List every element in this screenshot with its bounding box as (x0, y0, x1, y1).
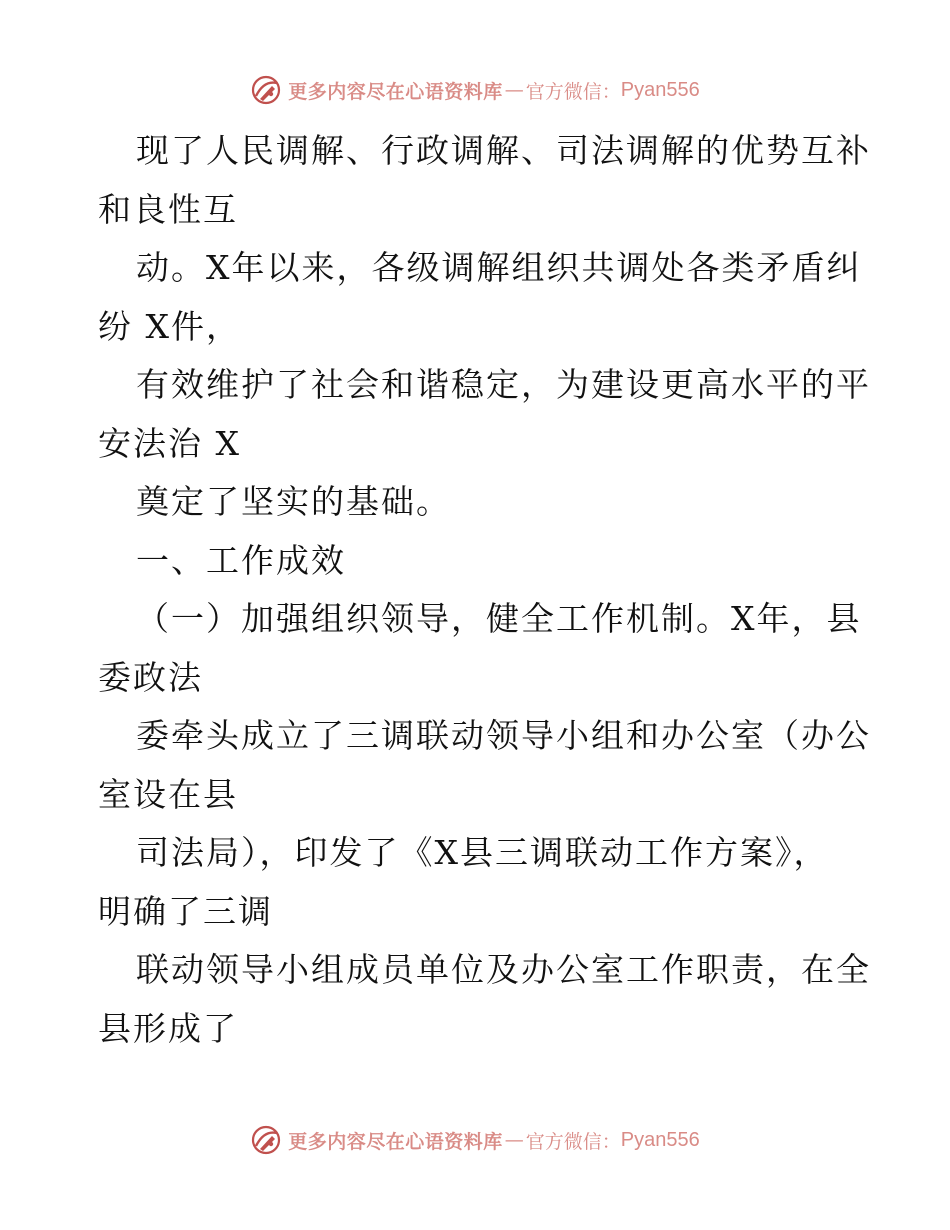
text-line: 明确了三调 (98, 891, 273, 931)
text-line: 安法治 X (98, 423, 241, 463)
banner-wechat-label: 官方微信： (525, 1130, 621, 1153)
text-line: 动。X年以来，各级调解组织共调处各类矛盾纠 (136, 248, 862, 287)
banner-dash: — (504, 79, 524, 101)
text-line: 一、工作成效 (136, 540, 346, 580)
banner-text: 更多内容尽在心语资料库 (288, 1130, 503, 1153)
banner-dash: — (504, 1129, 524, 1151)
text-line: 纷 X件， (98, 306, 241, 346)
text-line: （一）加强组织领导，健全工作机制。X年，县 (136, 599, 862, 638)
text-line: 县形成了 (98, 1008, 238, 1048)
brand-logo-icon (250, 74, 282, 106)
banner-wechat-id: Pyan556 (620, 1128, 700, 1151)
text-line: 和良性互 (98, 189, 238, 229)
brand-logo-icon (250, 1124, 282, 1156)
text-line: 委牵头成立了三调联动领导小组和办公室（办公 (136, 716, 871, 755)
text-line: 现了人民调解、行政调解、司法调解的优势互补 (136, 131, 871, 170)
document-body (98, 122, 871, 1058)
text-line: 奠定了坚实的基础。 (136, 482, 451, 521)
text-line: 室设在县 (98, 774, 238, 814)
text-line: 有效维护了社会和谐稳定，为建设更高水平的平 (136, 365, 871, 404)
footer-banner (0, 1120, 950, 1160)
banner-wechat-id: Pyan556 (620, 78, 700, 101)
text-line: 司法局），印发了《X县三调联动工作方案》， (136, 833, 829, 872)
text-line: 联动领导小组成员单位及办公室工作职责，在全 (136, 950, 871, 989)
banner-text: 更多内容尽在心语资料库 (288, 80, 503, 103)
text-line: 委政法 (98, 657, 203, 697)
header-banner (0, 70, 950, 110)
banner-wechat-label: 官方微信： (525, 80, 621, 103)
